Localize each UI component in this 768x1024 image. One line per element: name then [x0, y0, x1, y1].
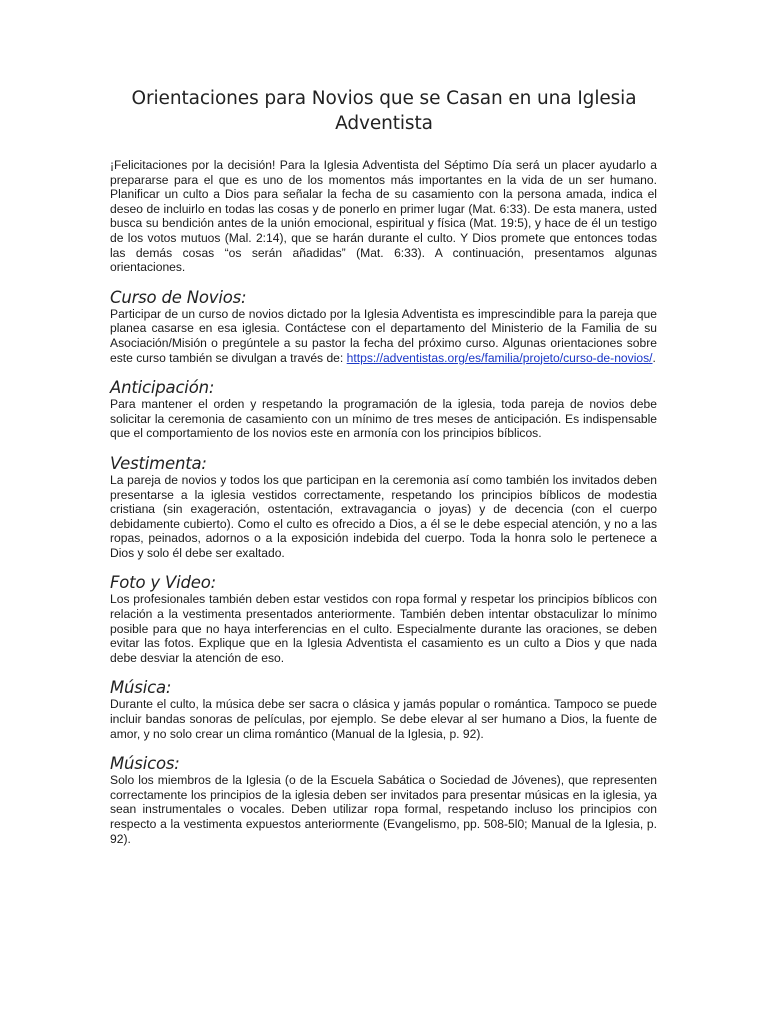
section-body: Para mantener el orden y respetando la programación de la iglesia, toda pareja de novios debe solicitar la ceremonia de casamiento con un mínimo de tres meses de anticipación. Es indispensable que el comportamiento de los novios este en armonía con los principios bíblicos.: [110, 397, 657, 441]
section-curso-de-novios: [110, 288, 657, 365]
section-heading: Anticipación:: [110, 378, 215, 398]
section-heading: Curso de Novios:: [110, 287, 247, 307]
section-body-text: Participar de un curso de novios dictado por la Iglesia Adventista es imprescindible para la pareja que planea casarse en esa iglesia. Contáctese con el departamento del Ministerio de la Familia de su Asociación/Misión o pregúntele a su pastor la fecha del próximo curso. Algunas orientaciones sobre este curso también se divulgan a través de:: [110, 306, 657, 365]
section-heading: Vestimenta:: [110, 453, 207, 473]
section-body: Durante el culto, la música debe ser sacra o clásica y jamás popular o romántica. Tampoco se puede incluir bandas sonoras de películas, por ejemplo. Se debe elevar al ser humano a Dios, la fuente de amor, y no solo crear un clima romántico (Manual de la Iglesia, p. 92).: [110, 697, 657, 741]
section-body: La pareja de novios y todos los que participan en la ceremonia así como también los invitados deben presentarse a la iglesia vestidos correctamente, respetando los principios bíblicos de modestia cristiana (sin exageración, ostentación, extravagancia o joyas) y de decencia (con el cuerpo debidamente cubierto). Como el culto es ofrecido a Dios, a él se le debe especial atención, y no a las ropas, peinados, adornos o a la exposición indebida del cuerpo. Toda la honra solo le pertenece a Dios y solo él debe ser exaltado.: [110, 472, 657, 560]
section-musicos: [110, 754, 657, 846]
section-vestimenta: [110, 454, 657, 561]
section-anticipacion: [110, 378, 657, 441]
section-foto-y-video: [110, 573, 657, 665]
section-heading: Música:: [110, 678, 172, 698]
section-body: Los profesionales también deben estar vestidos con ropa formal y respetar los principios bíblicos con relación a la vestimenta presentados anteriormente. También deben intentar obstaculizar lo mínimo posible para que no haya interferencias en el culto. Especialmente durante las oraciones, se deben evitar las fotos. Explique que en la Iglesia Adventista el casamiento es un culto a Dios y que nada debe desviar la atención de eso.: [110, 592, 657, 665]
intro-paragraph: ¡Felicitaciones por la decisión! Para la Iglesia Adventista del Séptimo Día será un placer ayudarlo a prepararse para el que es uno de los momentos más importantes en la vida de un ser humano. Planificar un culto a Dios para señalar la fecha de su casamiento con la persona amada, indica el deseo de incluirlo en todas las cosas y de ponerlo en primer lugar (Mat. 6:33). De esta manera, usted busca su bendición antes de la unión emocional, espiritual y física (Mat. 19:5), y hace de él un testigo de los votos mutuos (Mal. 2:14), que se harán durante el culto. Y Dios promete que entonces todas las demás cosas “os serán añadidas” (Mat. 6:33). A continuación, presentamos algunas orientaciones.: [110, 158, 657, 275]
curso-de-novios-link[interactable]: https://adventistas.org/es/familia/projeto/curso-de-novios/: [346, 350, 653, 365]
link-suffix: .: [652, 350, 656, 365]
section-heading: Foto y Video:: [110, 573, 216, 593]
section-body: Solo los miembros de la Iglesia (o de la Escuela Sabática o Sociedad de Jóvenes), que representen correctamente los principios de la iglesia deben ser invitados para presentar músicas en la iglesia, ya sean instrumentales o vocales. Deben utilizar ropa formal, respetando incluso los principios con respecto a la vestimenta expuestos anteriormente (Evangelismo, pp. 508-5l0; Manual de la Iglesia, p. 92).: [110, 773, 657, 846]
section-heading: Músicos:: [110, 754, 180, 774]
section-musica: [110, 678, 657, 741]
section-body: [110, 307, 657, 365]
document-body: [110, 158, 657, 846]
document-title: Orientaciones para Novios que se Casan en una Iglesia Adventista: [131, 88, 637, 134]
